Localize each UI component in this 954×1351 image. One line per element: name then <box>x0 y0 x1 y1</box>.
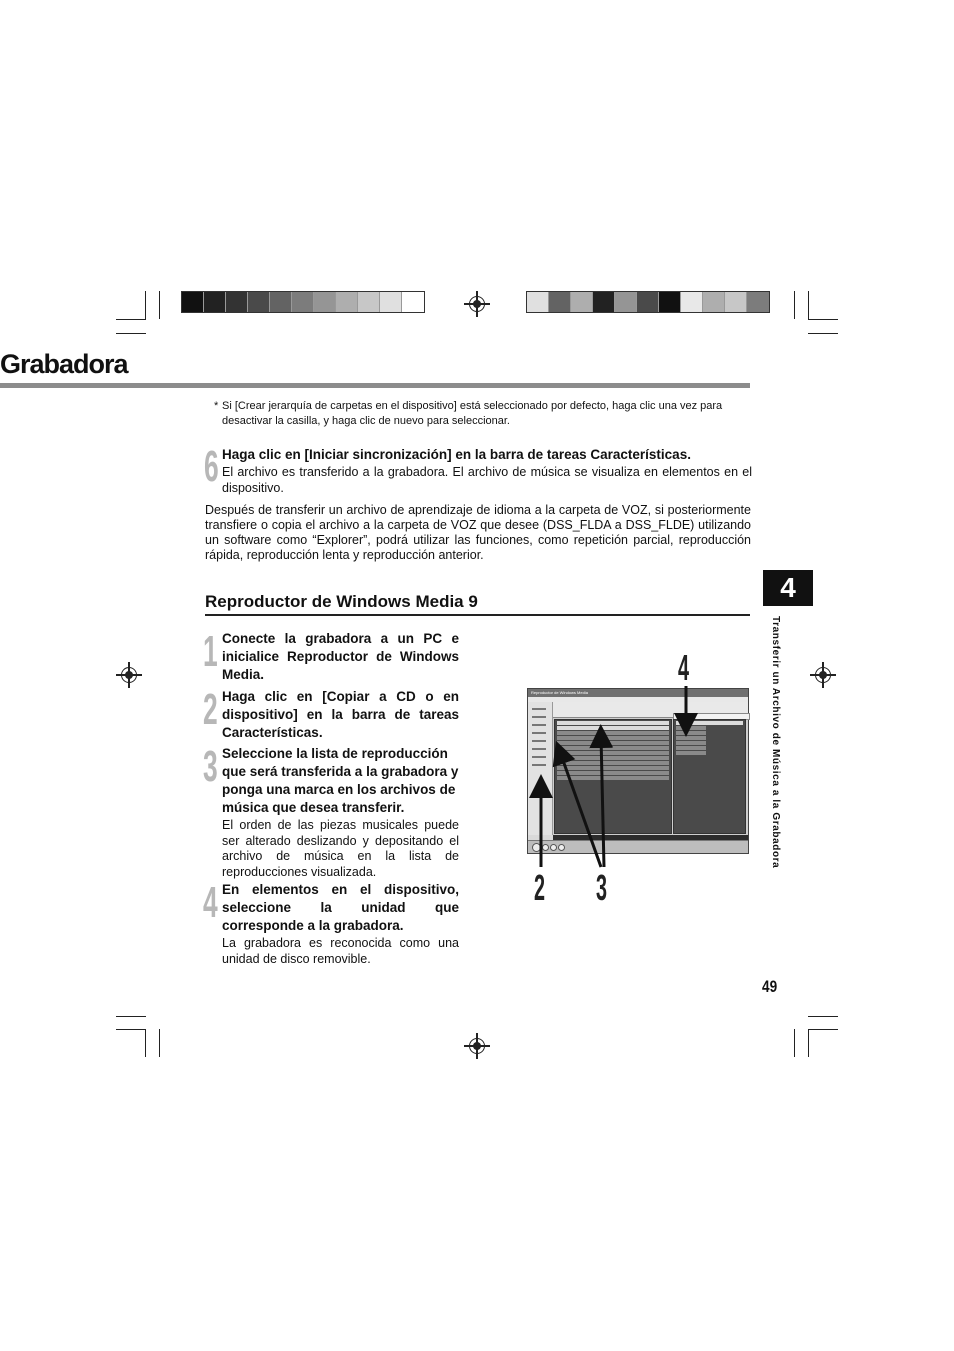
callout-arrow-3b <box>601 736 604 867</box>
section-heading: Reproductor de Windows Media 9 <box>205 592 478 611</box>
step-number: 2 <box>203 685 218 734</box>
callout-arrow-3a <box>560 752 601 867</box>
chapter-tab: 4 <box>763 570 813 606</box>
step-heading: Haga clic en [Copiar a CD o en dispositivo] en la barra de tareas Características. <box>222 689 459 740</box>
step-body: La grabadora es reconocida como una unidad de disco removible. <box>222 936 459 966</box>
step-heading: Haga clic en [Iniciar sincronización] en la barra de tareas Características. <box>222 447 691 462</box>
chapter-side-title: Transferir un Archivo de Música a la Grabadora <box>770 616 781 869</box>
page-number: 49 <box>762 977 778 996</box>
page-title: Grabadora <box>0 349 128 379</box>
footnote-star: * <box>214 400 219 412</box>
step-number: 6 <box>204 442 219 491</box>
callout-number: 4 <box>678 647 690 688</box>
step-heading: Seleccione la lista de reproducción que será transferida a la grabadora y ponga una marca en los archivos de música que desea transferir. <box>222 746 459 815</box>
step-heading: En elementos en el dispositivo, seleccione la unidad que corresponde a la grabadora. <box>222 882 459 933</box>
body-paragraph: Después de transferir un archivo de aprendizaje de idioma a la carpeta de VOZ, si posteriormente transfiere o copia el archivo a la carpeta de VOZ que desee (DSS_FLDA a DSS_FLDE) utilizando un software como “Explorer”, podrá utilizar las funciones, como repetición parcial, reproducción rápida, reproducción lenta y reproducción anterior. <box>205 503 751 562</box>
footnote-text: Si [Crear jerarquía de carpetas en el dispositivo] está seleccionado por defecto, haga clic una vez para desactivar la casilla, y haga clic de nuevo para seleccionar. <box>222 400 723 427</box>
window-titlebar: Reproductor de Windows Media <box>528 689 748 697</box>
callout-number: 2 <box>534 867 546 908</box>
step-number: 1 <box>203 627 218 676</box>
step-body: El orden de las piezas musicales puede ser alterado deslizando y depositando el archivo de música en la lista de reproducciones visualizada. <box>222 818 459 879</box>
step-body: El archivo es transferido a la grabadora. El archivo de música se visualiza en elementos en el dispositivo. <box>222 465 752 495</box>
callout-number: 3 <box>596 867 608 908</box>
step-number: 4 <box>203 878 218 927</box>
step-number: 3 <box>203 742 218 791</box>
step-heading: Conecte la grabadora a un PC e inicialice Reproductor de Windows Media. <box>222 631 459 682</box>
